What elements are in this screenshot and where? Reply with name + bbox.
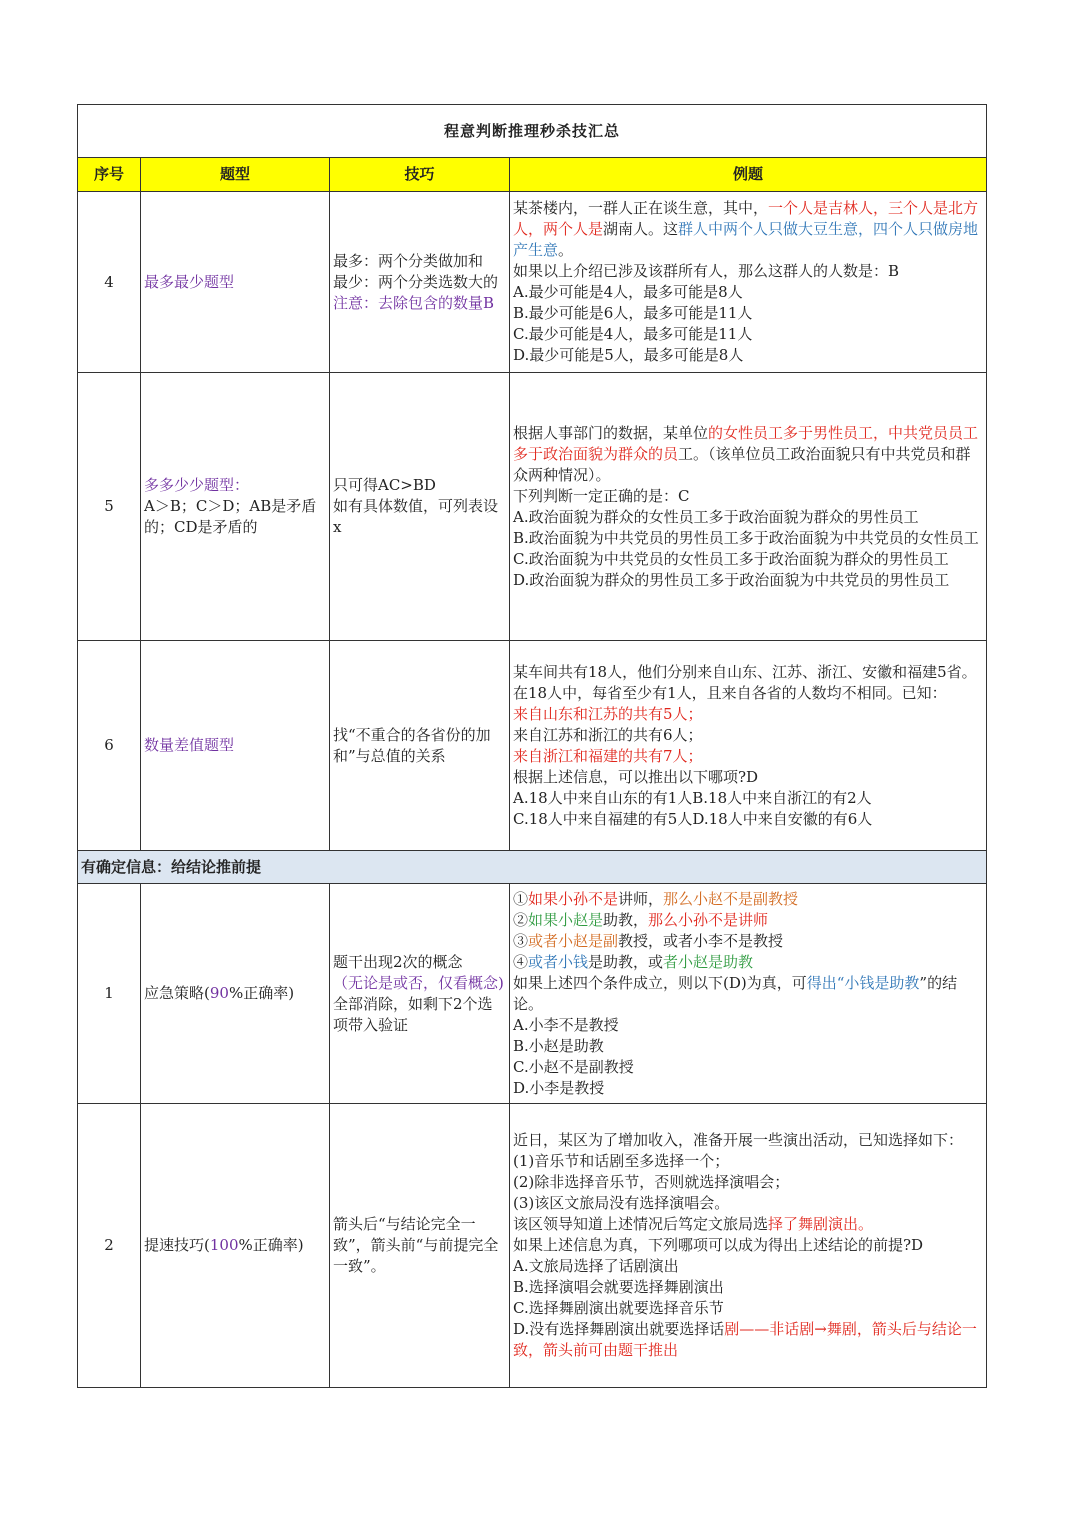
text-segment: 该区领导知道上述情况后笃定文旅局选 <box>513 1215 769 1233</box>
example-cell <box>510 641 987 851</box>
text-segment: 全部消除，如剩下2个选项带入验证 <box>333 994 493 1034</box>
text-line <box>513 549 983 570</box>
header-example: 例题 <box>510 158 987 192</box>
text-segment: 根据上述信息，可以推出以下哪项?D <box>513 767 759 786</box>
text-segment: C.政治面貌为中共党员的女性员工多于政治面貌为群众的男性员工 <box>513 549 949 568</box>
text-segment: 者小赵是助教 <box>663 952 754 971</box>
row-number: 5 <box>78 373 141 641</box>
text-segment: A.文旅局选择了话剧演出 <box>513 1257 679 1275</box>
text-line <box>513 423 983 486</box>
text-line <box>513 1015 983 1036</box>
text-segment: 如有具体数值，可列表设x <box>333 497 499 536</box>
text-line <box>513 261 983 282</box>
text-line <box>333 251 506 272</box>
sheet-title: 程意判断推理秒杀技汇总 <box>78 105 987 158</box>
text-segment: （无论是或否，仅看概念) <box>333 973 504 992</box>
text-segment: 来自江苏和浙江的共有6人； <box>513 725 703 744</box>
text-segment: C.小赵不是副教授 <box>513 1057 634 1076</box>
text-segment: 是助教，或 <box>588 952 664 971</box>
text-line <box>513 198 983 261</box>
example-cell <box>510 884 987 1104</box>
text-segment: 湖南人。这 <box>603 220 679 238</box>
text-segment: 。 <box>558 241 574 259</box>
row-number: 6 <box>78 641 141 851</box>
text-segment: D.最少可能是5人，最多可能是8人 <box>513 346 744 364</box>
text-line <box>513 1277 983 1298</box>
text-segment: 下列判断一定正确的是：C <box>513 486 690 505</box>
summary-table <box>77 104 987 1388</box>
text-segment: 近日，某区为了增加收入，准备开展一些演出活动，已知选择如下： <box>513 1131 964 1149</box>
text-line <box>513 725 983 746</box>
text-line <box>513 1298 983 1319</box>
row-number: 2 <box>78 1104 141 1388</box>
text-line <box>513 570 983 591</box>
text-line <box>513 788 983 809</box>
text-segment: 最多：两个分类做加和 <box>333 251 484 270</box>
text-line <box>144 496 326 538</box>
text-segment: C.选择舞剧演出就要选择音乐节 <box>513 1299 724 1317</box>
text-line <box>513 1036 983 1057</box>
text-segment: 箭头后“与结论完全一致”，箭头前“与前提完全一致”。 <box>333 1215 499 1275</box>
text-line <box>333 973 506 1036</box>
text-line <box>513 910 983 931</box>
text-segment: 如果上述信息为真，下列哪项可以成为得出上述结论的前提?D <box>513 1236 924 1254</box>
text-line <box>513 528 983 549</box>
header-no: 序号 <box>78 158 141 192</box>
text-line <box>513 282 983 303</box>
row-number: 1 <box>78 884 141 1104</box>
text-line <box>333 272 506 293</box>
text-segment: 的女性员工多于男性员工，中共党员员工多于政治面貌为群众的员 <box>513 423 979 463</box>
text-line <box>333 293 506 314</box>
text-line <box>333 475 506 496</box>
text-segment: A.小李不是教授 <box>513 1015 619 1034</box>
table-row <box>78 192 987 373</box>
text-line <box>513 486 983 507</box>
text-segment: 来自山东和江苏的共有5人； <box>513 704 703 723</box>
text-segment: 90 <box>209 984 229 1002</box>
section-header: 有确定信息：给结论推前提 <box>78 851 987 884</box>
type-cell <box>141 192 330 373</box>
text-segment: (3)该区文旅局没有选择演唱会。 <box>513 1194 730 1212</box>
text-segment: 教授，或者小李不是教授 <box>618 931 784 950</box>
skill-cell <box>330 373 510 641</box>
text-segment: 数量差值题型 <box>144 736 235 754</box>
text-segment: 助教， <box>603 910 649 929</box>
header-skill: 技巧 <box>330 158 510 192</box>
text-line <box>513 662 983 704</box>
text-segment: A＞B；C＞D；AB是矛盾的；CD是矛盾的 <box>144 497 317 536</box>
text-segment: 100 <box>209 1236 239 1254</box>
text-line <box>333 1214 506 1277</box>
text-line <box>513 1172 983 1193</box>
text-segment: C.18人中来自福建的有5人D.18人中来自安徽的有6人 <box>513 809 873 828</box>
text-line <box>513 303 983 324</box>
type-cell <box>141 1104 330 1388</box>
text-segment: 一个人是吉林人，三个人是北方人，两个人是 <box>513 199 979 238</box>
text-line <box>513 1235 983 1256</box>
table-row <box>78 641 987 851</box>
text-segment: 如果小孙不是 <box>528 889 619 908</box>
text-line <box>513 507 983 528</box>
text-segment: 或者小钱 <box>528 952 589 971</box>
text-line <box>513 324 983 345</box>
table-row <box>78 1104 987 1388</box>
text-segment: ③ <box>513 931 529 950</box>
text-segment: 群人中两个人只做大豆生意，四个人只做房地产生意 <box>513 220 979 259</box>
text-segment: 提速技巧( <box>144 1236 210 1254</box>
header-type: 题型 <box>141 158 330 192</box>
text-segment: 择了舞剧演出。 <box>768 1215 874 1233</box>
text-segment: 找“不重合的各省份的加和”与总值的关系 <box>333 725 491 765</box>
text-segment: D.没有选择舞剧演出就要选择话 <box>513 1320 725 1338</box>
text-line <box>513 767 983 788</box>
table-row <box>78 373 987 641</box>
example-cell <box>510 373 987 641</box>
skill-cell <box>330 641 510 851</box>
text-line <box>513 1078 983 1099</box>
text-segment: ”的结论。 <box>513 973 958 1013</box>
text-segment: 那么小孙不是讲师 <box>648 910 769 929</box>
text-line <box>513 973 983 1015</box>
text-line <box>333 725 506 767</box>
type-cell <box>141 641 330 851</box>
text-segment: 题干出现2次的概念 <box>333 952 463 971</box>
text-segment: 得出“小钱是助教 <box>806 973 920 992</box>
text-line <box>513 889 983 910</box>
text-line <box>513 1193 983 1214</box>
text-line <box>513 1256 983 1277</box>
text-segment: 或者小赵是副 <box>528 931 619 950</box>
text-segment: 来自浙江和福建的共有7人； <box>513 746 703 765</box>
text-segment: 剧——非话剧→舞剧，箭头后与结论一致，箭头前可由题干推出 <box>513 1320 977 1359</box>
text-segment: 工。（该单位员工政治面貌只有中共党员和群众两种情况）。 <box>513 444 971 484</box>
skill-cell <box>330 1104 510 1388</box>
text-line <box>513 345 983 366</box>
text-segment: B.选择演唱会就要选择舞剧演出 <box>513 1278 724 1296</box>
text-segment: ② <box>513 910 529 929</box>
table-row <box>78 884 987 1104</box>
text-segment: 如果上述四个条件成立，则以下(D)为真，可 <box>513 973 807 992</box>
type-cell <box>141 884 330 1104</box>
text-line <box>513 1130 983 1151</box>
skill-cell <box>330 884 510 1104</box>
text-segment: %正确率) <box>238 1236 304 1254</box>
text-segment: 根据人事部门的数据，某单位 <box>513 423 709 442</box>
text-segment: 多多少少题型： <box>144 476 250 494</box>
text-segment: B.政治面貌为中共党员的男性员工多于政治面貌为中共党员的女性员工 <box>513 528 979 547</box>
text-line <box>333 496 506 538</box>
type-cell <box>141 373 330 641</box>
text-segment: (1)音乐节和话剧至多选择一个； <box>513 1152 730 1170</box>
text-line <box>513 1214 983 1235</box>
text-segment: 如果以上介绍已涉及该群所有人，那么这群人的人数是：B <box>513 262 900 280</box>
text-segment: C.最少可能是4人，最多可能是11人 <box>513 325 753 343</box>
text-line <box>513 809 983 830</box>
example-cell <box>510 1104 987 1388</box>
text-segment: D.政治面貌为群众的男性员工多于政治面貌为中共党员的男性员工 <box>513 570 950 589</box>
text-segment: D.小李是教授 <box>513 1078 605 1097</box>
text-segment: 只可得AC>BD <box>333 476 436 494</box>
text-segment: 最多最少题型 <box>144 272 235 291</box>
text-segment: 注意：去除包含的数量B <box>333 293 495 312</box>
text-segment: A.18人中来自山东的有1人B.18人中来自浙江的有2人 <box>513 788 872 807</box>
row-number: 4 <box>78 192 141 373</box>
text-segment: A.最少可能是4人，最多可能是8人 <box>513 283 743 301</box>
text-segment: 那么小赵不是副教授 <box>663 889 799 908</box>
text-line <box>513 1057 983 1078</box>
skill-cell <box>330 192 510 373</box>
text-line <box>513 952 983 973</box>
text-segment: 某茶楼内，一群人正在谈生意，其中， <box>513 199 769 217</box>
text-segment: B.小赵是助教 <box>513 1036 604 1055</box>
text-segment: 应急策略( <box>144 984 210 1002</box>
text-line <box>513 1319 983 1361</box>
text-line <box>144 475 326 496</box>
text-segment: ① <box>513 889 529 908</box>
text-segment: %正确率) <box>228 984 295 1002</box>
text-line <box>333 952 506 973</box>
text-segment: ④ <box>513 952 529 971</box>
text-segment: 讲师， <box>618 889 664 908</box>
text-segment: (2)除非选择音乐节，否则就选择演唱会； <box>513 1173 790 1191</box>
text-line <box>513 1151 983 1172</box>
text-segment: A.政治面貌为群众的女性员工多于政治面貌为群众的男性员工 <box>513 507 919 526</box>
text-segment: 最少：两个分类选数大的 <box>333 272 499 291</box>
text-segment: B.最少可能是6人，最多可能是11人 <box>513 304 753 322</box>
text-segment: 某车间共有18人，他们分别来自山东、江苏、浙江、安徽和福建5省。在18人中，每省至少有1人，且来自各省的人数均不相同。已知： <box>513 662 977 702</box>
text-line <box>513 746 983 767</box>
text-segment: 如果小赵是 <box>528 910 604 929</box>
example-cell <box>510 192 987 373</box>
text-line <box>513 931 983 952</box>
text-line <box>513 704 983 725</box>
